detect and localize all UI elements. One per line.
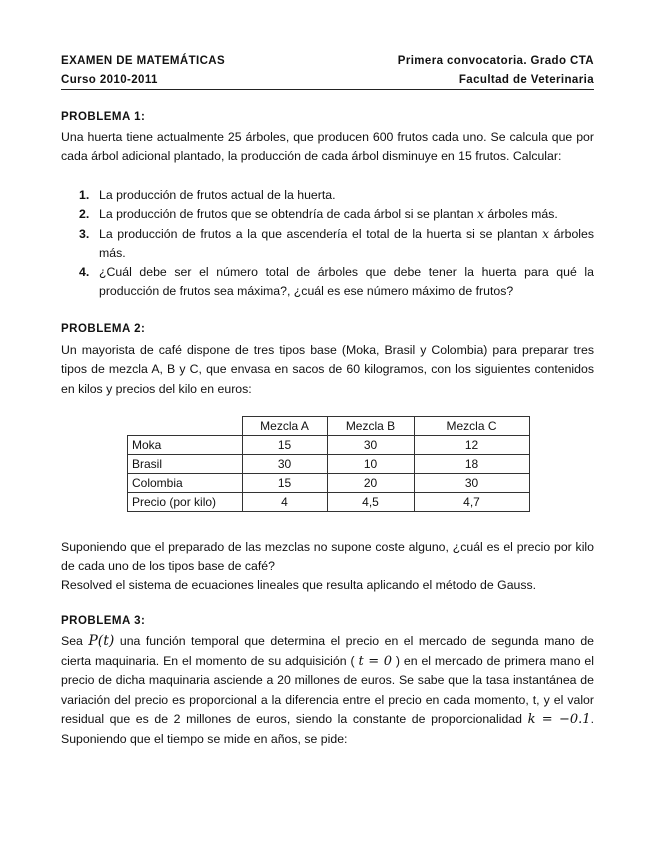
table-cell: 20 (327, 474, 414, 493)
problem3-title: PROBLEMA 3: (61, 615, 146, 627)
table-row (128, 436, 530, 455)
item-number: 2. (79, 207, 90, 222)
problem1-title: PROBLEMA 1: (61, 111, 146, 123)
table-cell: 18 (414, 455, 529, 474)
row-label: Brasil (128, 455, 243, 474)
item-number: 4. (79, 265, 90, 280)
problem2-intro: Un mayorista de café dispone de tres tipos base (Moka, Brasil y Colombia) para preparar tres tipos de mezcla A, B y C, que envasa en sacos de 60 kilogramos, con los siguientes contenidos en kilos y precios del kilo en euros: (61, 343, 594, 396)
problem2-title: PROBLEMA 2: (61, 323, 146, 335)
text-run: una función temporal que determina el precio en el mercado de segunda mano de cierta maquinaria. En el momento de su adquisición ( (61, 634, 595, 668)
header-divider (61, 89, 594, 90)
item-text-end: árboles más. (99, 226, 594, 260)
text-run: . Suponiendo que el tiempo se mide en años, se pide: (61, 712, 594, 746)
math-t0: t = 0 (358, 653, 393, 669)
text-run: ) en el mercado de primera mano el precio de dicha maquinaria asciende a 20 millones de euros. Se sabe que la tasa instantánea de variación del precio es proporcional a la diferencia entre el precio en cada momento, t, y el valor residual que es de 2 millones de euros, siendo la constante de proporcionalidad (61, 653, 594, 727)
faculty: Facultad de Veterinaria (458, 74, 594, 86)
column-header: Mezcla A (242, 417, 327, 436)
table-corner (128, 417, 243, 436)
problem1-list (79, 186, 594, 302)
item-text: ¿Cuál debe ser el número total de árboles que debe tener la huerta para qué la producción de frutos sea máxima?, ¿cuál es ese número máximo de frutos? (99, 265, 594, 299)
problem2-question: Suponiendo que el preparado de las mezclas no supone coste alguno, ¿cuál es el precio por kilo de cada uno de los tipos base de café? (61, 540, 594, 574)
problem2-instruction: Resolved el sistema de ecuaciones lineales que resulta aplicando el método de Gauss. (61, 578, 537, 592)
table-cell: 30 (327, 436, 414, 455)
row-label: Moka (128, 436, 243, 455)
item-text: La producción de frutos a la que ascendería el total de la huerta si se plantan (99, 226, 543, 241)
table-cell: 15 (242, 474, 327, 493)
coffee-mix-table (127, 416, 530, 512)
table-cell: 12 (414, 436, 529, 455)
list-item (79, 205, 594, 224)
column-header: Mezcla B (327, 417, 414, 436)
table-cell: 4,7 (414, 493, 529, 512)
problem3-text (61, 632, 594, 750)
problem1-intro: Una huerta tiene actualmente 25 árboles, que producen 600 frutos cada uno. Se calcula que por cada árbol adicional plantado, la producción de cada árbol disminuye en 15 frutos. Calcular: (61, 130, 594, 164)
item-text: La producción de frutos actual de la huerta. (99, 188, 336, 202)
table-header-row (128, 417, 530, 436)
table-cell: 30 (414, 474, 529, 493)
table-cell: 4 (242, 493, 327, 512)
item-text-end: árboles más. (483, 207, 558, 222)
text-run: Sea (61, 634, 89, 648)
course-year: Curso 2010-2011 (61, 74, 158, 86)
table-cell: 4,5 (327, 493, 414, 512)
table-cell: 30 (242, 455, 327, 474)
column-header: Mezcla C (414, 417, 529, 436)
table-row (128, 455, 530, 474)
list-item (79, 186, 594, 205)
row-label: Colombia (128, 474, 243, 493)
table-row (128, 474, 530, 493)
item-variable: x (542, 226, 550, 241)
item-number: 3. (79, 226, 90, 241)
row-label: Precio (por kilo) (128, 493, 243, 512)
table-cell: 15 (242, 436, 327, 455)
math-k: k = −0.1 (527, 712, 591, 728)
convocatoria: Primera convocatoria. Grado CTA (397, 55, 594, 67)
table-cell: 10 (327, 455, 414, 474)
item-number: 1. (79, 188, 90, 202)
item-variable: x (477, 207, 484, 222)
list-item (79, 225, 594, 264)
item-text: La producción de frutos que se obtendría de cada árbol si se plantan (99, 207, 478, 222)
math-function: P(t) (88, 633, 115, 649)
list-item (79, 263, 594, 302)
exam-title: EXAMEN DE MATEMÁTICAS (61, 55, 226, 67)
table-row (128, 493, 530, 512)
